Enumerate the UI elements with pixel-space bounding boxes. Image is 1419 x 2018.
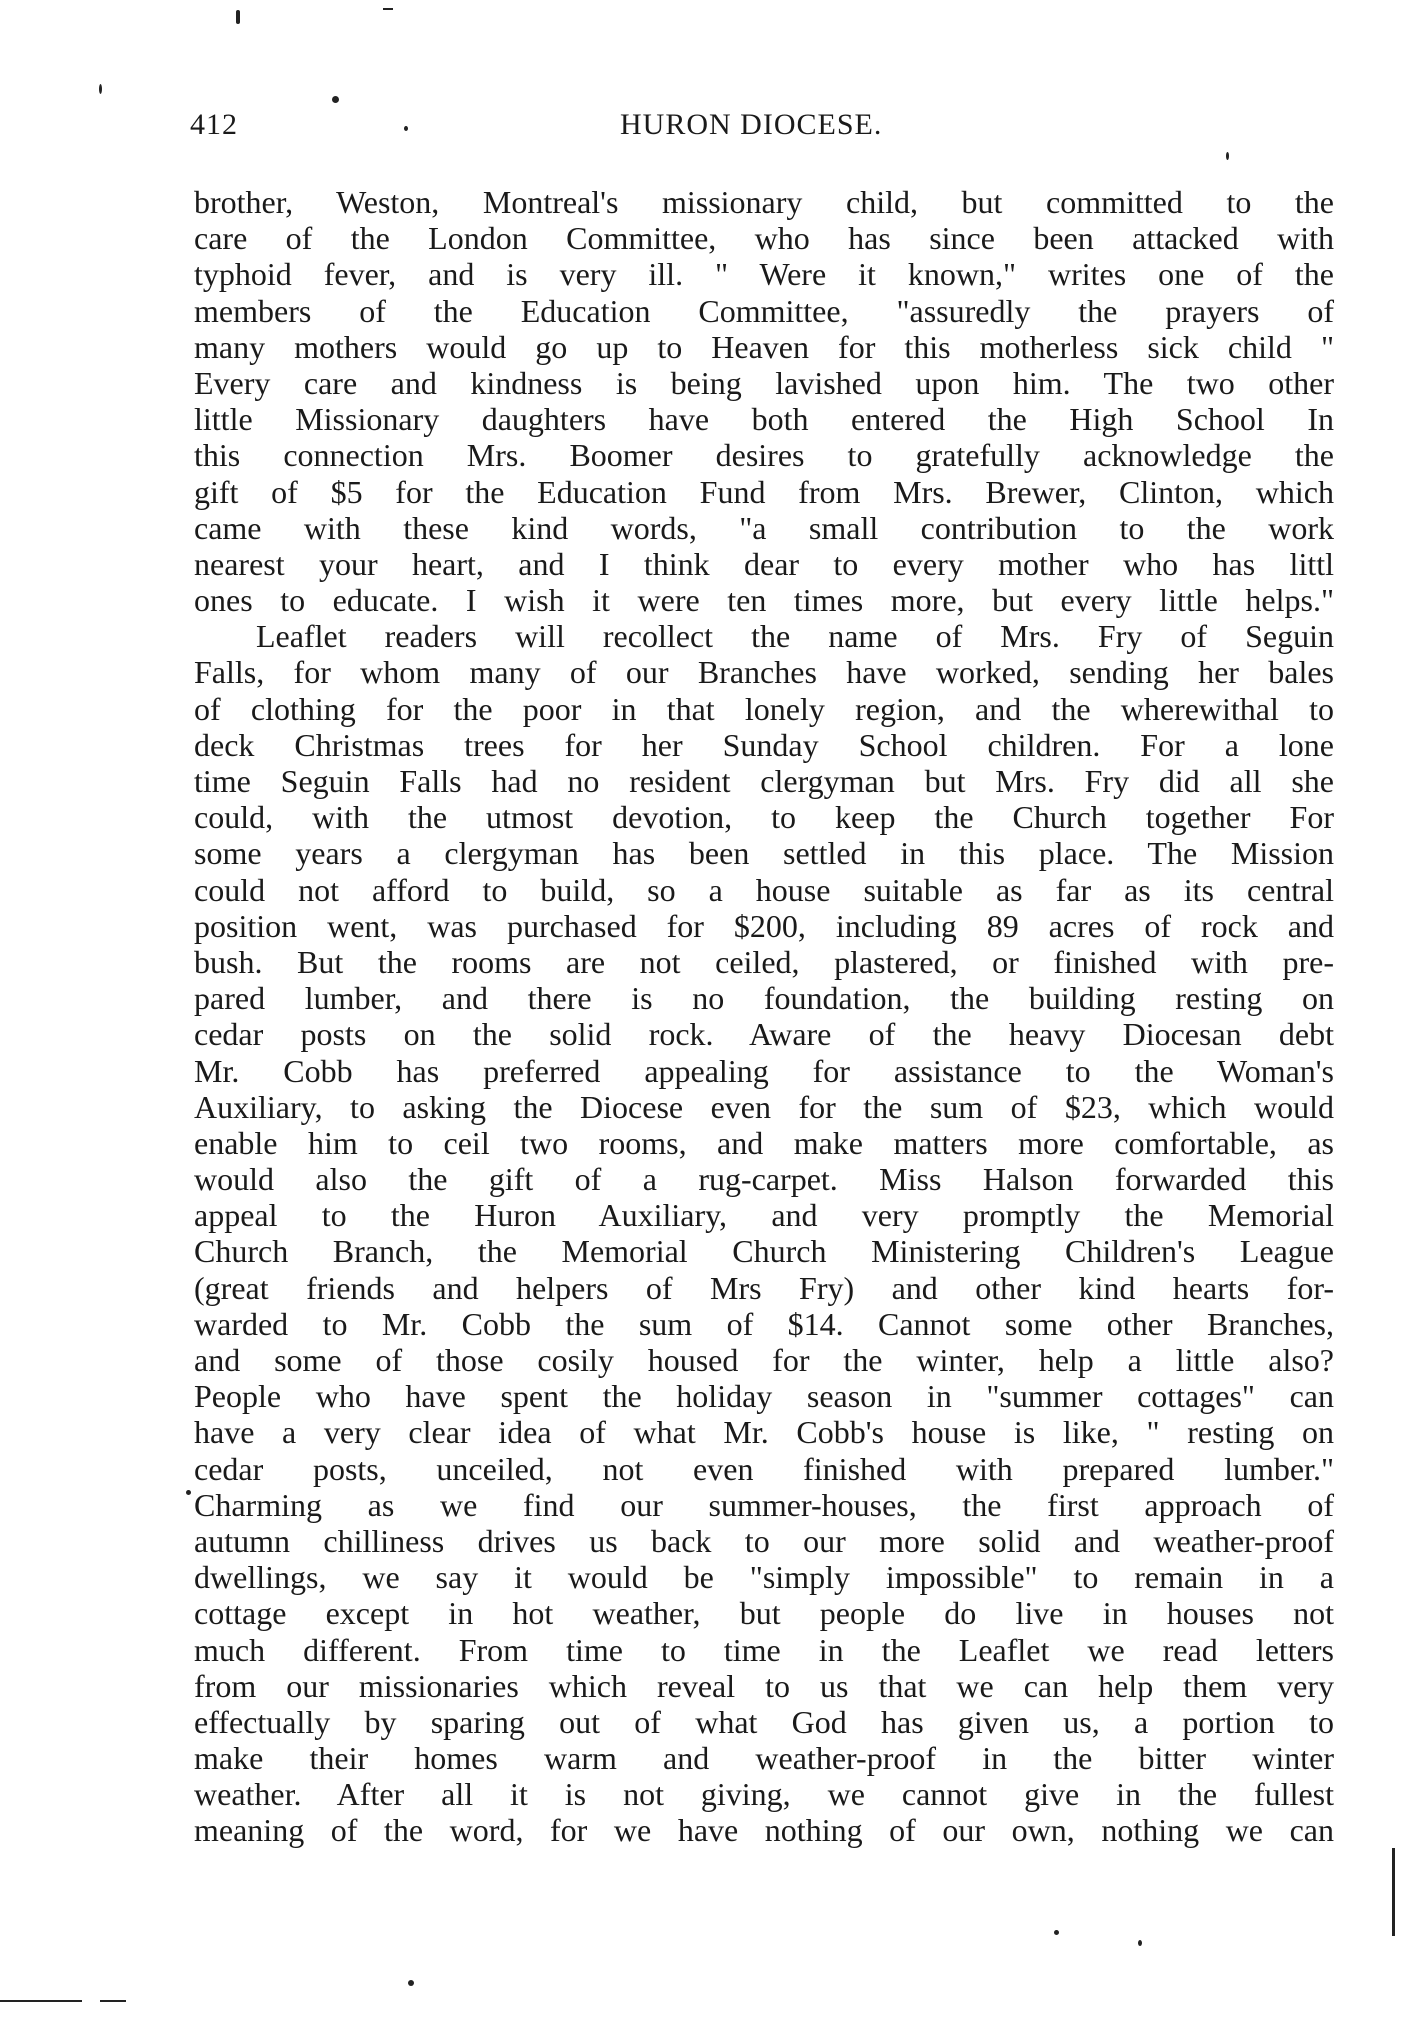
text-line: enable him to ceil two rooms, and make matters more comfortable, as: [194, 1124, 1334, 1161]
text-line: care of the London Committee, who has since been attacked with: [194, 220, 1334, 257]
text-line: could, with the utmost devotion, to keep the Church together For: [194, 799, 1334, 836]
page-number: 412: [190, 108, 238, 141]
text-line: Auxiliary, to asking the Diocese even for the sum of $23, which would: [194, 1088, 1334, 1125]
scan-speck: [236, 10, 240, 24]
text-line: Every care and kindness is being lavished upon him. The two other: [194, 364, 1334, 401]
text-line: People who have spent the holiday season in "summer cottages" can: [194, 1378, 1334, 1415]
scan-speck: [99, 84, 102, 94]
text-line: position went, was purchased for $200, including 89 acres of rock and: [194, 907, 1334, 944]
text-line: ones to educate. I wish it were ten times more, but every little helps.": [194, 582, 1334, 619]
scan-speck: [1226, 152, 1229, 160]
scan-speck: [408, 1980, 414, 1986]
text-line: autumn chilliness drives us back to our more solid and weather-proof: [194, 1522, 1334, 1559]
text-line: Charming as we find our summer-houses, the first approach of: [194, 1486, 1334, 1523]
scan-speck: [1138, 1940, 1142, 1946]
text-line: typhoid fever, and is very ill. " Were it known," writes one of the: [194, 256, 1334, 293]
text-line: this connection Mrs. Boomer desires to gratefully acknowledge the: [194, 437, 1334, 474]
text-line: warded to Mr. Cobb the sum of $14. Cannot some other Branches,: [194, 1305, 1334, 1342]
text-line: weather. After all it is not giving, we cannot give in the fullest: [194, 1776, 1334, 1813]
text-line: deck Christmas trees for her Sunday School children. For a lone: [194, 726, 1334, 763]
text-line: Mr. Cobb has preferred appealing for assistance to the Woman's: [194, 1052, 1334, 1089]
text-line: could not afford to build, so a house suitable as far as its central: [194, 871, 1334, 908]
scan-edge-mark: [1392, 1848, 1395, 1936]
text-line: gift of $5 for the Education Fund from Mrs. Brewer, Clinton, which: [194, 473, 1334, 510]
scan-speck: [404, 126, 408, 131]
text-line: some years a clergyman has been settled in this place. The Mission: [194, 835, 1334, 872]
text-line: many mothers would go up to Heaven for this motherless sick child ": [194, 328, 1334, 365]
text-line: would also the gift of a rug-carpet. Miss Halson forwarded this: [194, 1161, 1334, 1198]
scan-speck: [332, 96, 339, 103]
text-line: little Missionary daughters have both entered the High School In: [194, 401, 1334, 438]
scan-speck: [186, 1490, 191, 1495]
text-line: Church Branch, the Memorial Church Ministering Children's League: [194, 1233, 1334, 1270]
text-line: cedar posts on the solid rock. Aware of the heavy Diocesan debt: [194, 1016, 1334, 1053]
text-line: (great friends and helpers of Mrs Fry) and other kind hearts for-: [194, 1269, 1334, 1306]
text-line: bush. But the rooms are not ceiled, plastered, or finished with pre-: [194, 943, 1334, 980]
text-line: cottage except in hot weather, but people do live in houses not: [194, 1595, 1334, 1632]
text-line: pared lumber, and there is no foundation, the building resting on: [194, 980, 1334, 1017]
text-line: nearest your heart, and I think dear to every mother who has littl: [194, 545, 1334, 582]
text-line: of clothing for the poor in that lonely region, and the wherewithal to: [194, 690, 1334, 727]
text-line: dwellings, we say it would be "simply impossible" to remain in a: [194, 1559, 1334, 1596]
text-line: from our missionaries which reveal to us that we can help them very: [194, 1667, 1334, 1704]
text-line: make their homes warm and weather-proof in the bitter winter: [194, 1740, 1334, 1777]
text-line: meaning of the word, for we have nothing of our own, nothing we can: [194, 1812, 1334, 1849]
text-line: appeal to the Huron Auxiliary, and very promptly the Memorial: [194, 1197, 1334, 1234]
scan-edge-mark: [100, 2000, 126, 2002]
text-line: much different. From time to time in the Leaflet we read letters: [194, 1631, 1334, 1668]
text-line: have a very clear idea of what Mr. Cobb's house is like, " resting on: [194, 1414, 1334, 1451]
text-line: members of the Education Committee, "assuredly the prayers of: [194, 292, 1334, 329]
page-header: [190, 108, 1200, 152]
text-line: came with these kind words, "a small contribution to the work: [194, 509, 1334, 546]
text-line: and some of those cosily housed for the winter, help a little also?: [194, 1342, 1334, 1378]
text-line: effectually by sparing out of what God has given us, a portion to: [194, 1703, 1334, 1740]
text-line: cedar posts, unceiled, not even finished with prepared lumber.": [194, 1450, 1334, 1487]
scan-edge-mark: [383, 8, 393, 10]
text-line: time Seguin Falls had no resident clergyman but Mrs. Fry did all she: [194, 763, 1334, 799]
text-line: brother, Weston, Montreal's missionary child, but committed to the: [194, 184, 1334, 220]
text-line: Leaflet readers will recollect the name of Mrs. Fry of Seguin: [256, 618, 1334, 655]
text-line: Falls, for whom many of our Branches have worked, sending her bales: [194, 654, 1334, 691]
scan-speck: [1054, 1930, 1059, 1935]
scan-edge-mark: [0, 2000, 82, 2002]
body-text: [194, 184, 1334, 1849]
running-head: HURON DIOCESE.: [620, 108, 883, 141]
